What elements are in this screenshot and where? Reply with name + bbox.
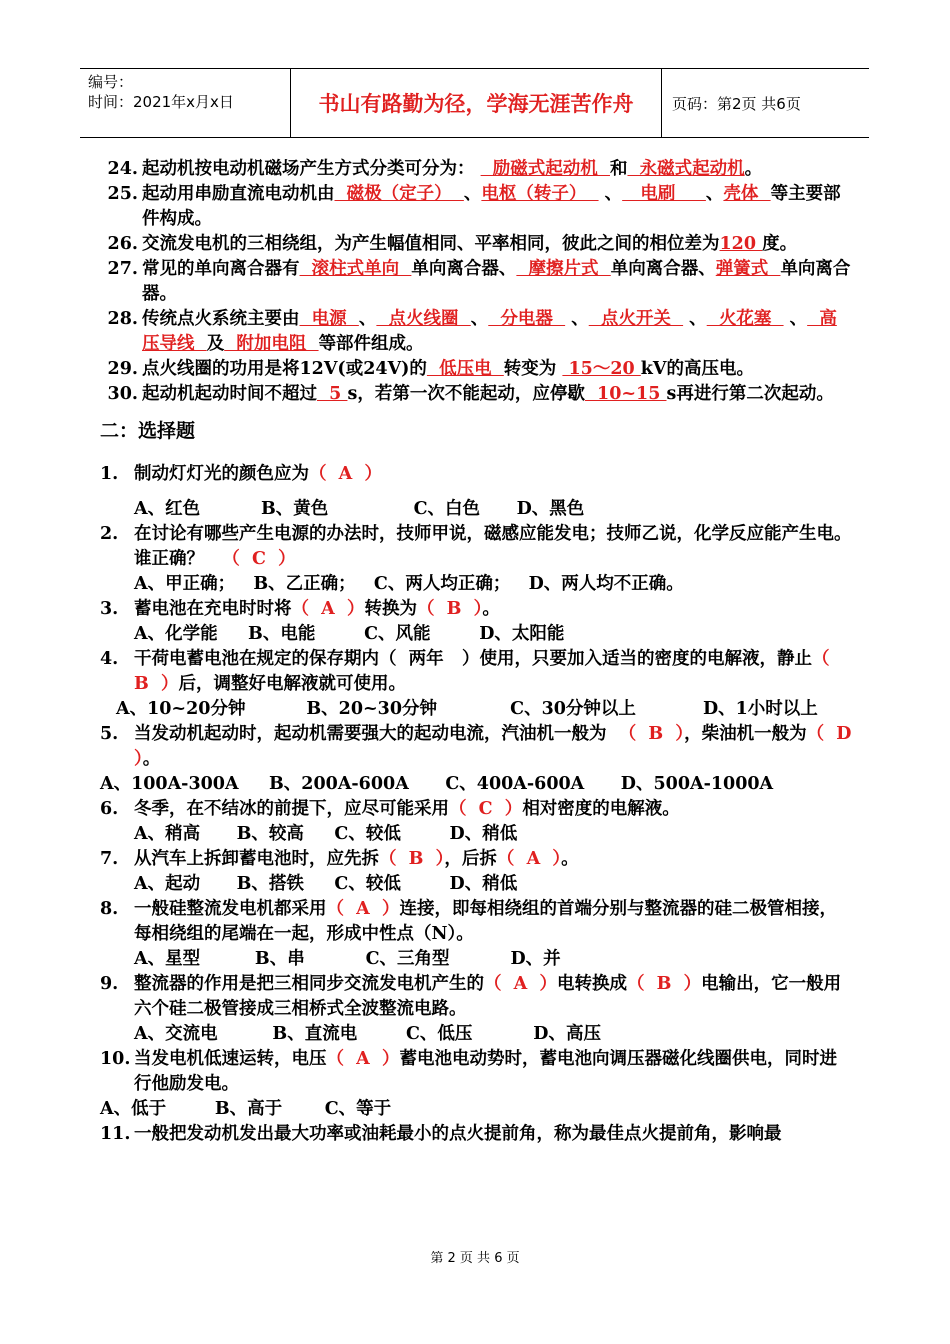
question-number: 7. <box>100 849 119 869</box>
question-item <box>100 157 852 182</box>
text-run: 后，调整好电解液就可使用。 <box>178 674 406 694</box>
text-run: 单向离合器、 <box>610 259 716 279</box>
question-text <box>134 597 852 622</box>
options-line: A、星型 B、串 C、三角型 D、并 <box>134 949 561 969</box>
header-info <box>80 69 291 137</box>
options-line: A、低于 B、高于 C、等于 <box>100 1099 392 1119</box>
question-item <box>100 382 852 407</box>
text-run: 。 <box>142 749 161 769</box>
answer-mark: （ B ） <box>618 724 685 744</box>
choice-question <box>100 462 852 487</box>
text-run: 起动机起动时间不超过 <box>142 384 317 404</box>
answer-mark: （ C ） <box>222 549 296 569</box>
answer-blank: 火花塞 <box>706 309 784 329</box>
question-text <box>142 307 852 357</box>
question-item <box>100 257 852 307</box>
question-number: 11. <box>100 1124 131 1144</box>
fill-in-questions <box>100 157 852 407</box>
answer-mark: （ A ） <box>309 464 382 484</box>
text-run: 转变为 <box>503 359 563 379</box>
text-run: 、 <box>470 309 489 329</box>
answer-blank: 10~15 <box>584 384 667 404</box>
text-run: 当发电机低速运转，电压 <box>134 1049 327 1069</box>
text-run: 一般把发动机发出最大功率或油耗最小的点火提前角，称为最佳点火提前角，影响最 <box>134 1124 782 1144</box>
question-text <box>134 647 852 697</box>
choice-questions <box>100 462 864 1147</box>
question-text <box>134 897 852 947</box>
text-run: 转换为 <box>364 599 417 619</box>
answer-mark: （ A ） <box>326 899 400 919</box>
answer-blank: 电刷 <box>622 184 706 204</box>
answer-blank: 滚柱式单向 <box>299 259 412 279</box>
answer-mark: （ A ） <box>291 599 365 619</box>
text-run: 干荷电蓄电池在规定的保存期内（ 两年 ）使用，只要加入适当的密度的电解液，静止 <box>134 649 812 669</box>
question-number: 1. <box>100 464 119 484</box>
text-run: 及 <box>206 334 225 354</box>
text-run: 当发动机起动时，起动机需要强大的起动电流，汽油机一般为 <box>134 724 619 744</box>
options-line: A、红色 B、黄色 C、白色 D、黑色 <box>134 499 585 519</box>
answer-mark: （ B ） <box>379 849 445 869</box>
page-footer: 第 2 页 共 6 页 <box>430 1251 520 1266</box>
text-run: 、 <box>598 184 623 204</box>
choice-question <box>100 797 852 822</box>
choice-question <box>100 597 852 622</box>
text-run: 等主要部件构成。 <box>142 184 841 229</box>
options-line: A、稍高 B、较高 C、较低 D、稍低 <box>134 824 518 844</box>
answer-mark: （ A ） <box>326 1049 400 1069</box>
choice-question <box>100 722 864 772</box>
answer-mark: （ A ） <box>484 974 557 994</box>
text-run: 相对密度的电解液。 <box>522 799 680 819</box>
text-run: s，若第一次不能起动，应停歇 <box>347 384 585 404</box>
text-run: 制动灯灯光的颜色应为 <box>134 464 309 484</box>
answer-blank: 励磁式起动机 <box>480 159 610 179</box>
text-run: 。 <box>561 849 579 869</box>
answer-mark: （ D ） <box>134 724 864 769</box>
text-run: kV的高压电。 <box>640 359 754 379</box>
question-text <box>134 722 864 772</box>
question-item <box>100 307 852 357</box>
question-text <box>142 182 852 232</box>
question-text <box>134 522 852 572</box>
answer-blank: 永磁式起动机 <box>627 159 745 179</box>
answer-blank: 高压导线 <box>142 309 837 354</box>
question-text <box>134 972 852 1022</box>
section-title: 二：选择题 <box>100 420 196 442</box>
question-item <box>100 182 852 232</box>
question-text <box>142 357 852 382</box>
page-header <box>80 68 869 138</box>
question-text <box>142 382 852 407</box>
question-text <box>134 797 852 822</box>
motto: 书山有路勤为径，学海无涯苦作舟 <box>291 69 662 137</box>
question-number: 29. <box>107 359 138 379</box>
text-run: 电转换成 <box>556 974 627 994</box>
answer-blank: 摩擦片式 <box>516 259 611 279</box>
text-run: 起动用串励直流电动机由 <box>142 184 335 204</box>
text-run: 。 <box>482 599 500 619</box>
question-number: 27. <box>107 259 138 279</box>
answer-mark: （ C ） <box>449 799 523 819</box>
text-run: 、 <box>463 184 482 204</box>
options-line: A、起动 B、搭铁 C、较低 D、稍低 <box>134 874 518 894</box>
text-run: 、 <box>358 309 377 329</box>
answer-blank: 壳体 <box>723 184 771 204</box>
text-run: 蓄电池电动势时，蓄电池向调压器磁化线圈供电，同时进行他励发电。 <box>134 1049 837 1094</box>
options-line: A、10~20分钟 B、20~30分钟 C、30分钟以上 D、1小时以上 <box>116 699 818 719</box>
question-number: 9. <box>100 974 119 994</box>
question-text <box>142 257 852 307</box>
text-run: 、 <box>705 184 724 204</box>
choice-question <box>100 1122 852 1147</box>
text-run: 从汽车上拆卸蓄电池时，应先拆 <box>134 849 379 869</box>
options-line: A、甲正确； B、乙正确； C、两人均正确； D、两人均不正确。 <box>134 574 684 594</box>
answer-blank: 电源 <box>299 309 359 329</box>
text-run: 一般硅整流发电机都采用 <box>134 899 327 919</box>
answer-mark: （ B ） <box>416 599 483 619</box>
text-run: 常见的单向离合器有 <box>142 259 300 279</box>
answer-mark: （ B ） <box>134 649 842 694</box>
answer-blank: 分电器 <box>488 309 566 329</box>
question-item <box>100 357 852 382</box>
answer-blank: 点火线圈 <box>376 309 471 329</box>
text-run: 、 <box>683 309 707 329</box>
answer-blank: 点火开关 <box>588 309 684 329</box>
time-label: 时间：2021年x月x日 <box>88 93 234 111</box>
choice-question <box>100 522 852 572</box>
question-number: 30. <box>107 384 138 404</box>
text-run: 电输出，它一般用六个硅二极管接成三相桥式全波整流电路。 <box>134 974 842 1019</box>
question-number: 28. <box>107 309 138 329</box>
text-run: 起动机按电动机磁场产生方式分类可分为： <box>142 159 481 179</box>
text-run: 和 <box>609 159 628 179</box>
options-line: A、交流电 B、直流电 C、低压 D、高压 <box>134 1024 601 1044</box>
question-text <box>134 1122 852 1147</box>
text-run: 冬季，在不结冰的前提下，应尽可能采用 <box>134 799 449 819</box>
text-run: 蓄电池在充电时时将 <box>134 599 292 619</box>
question-text <box>142 157 852 182</box>
question-number: 8. <box>100 899 119 919</box>
choice-question <box>100 847 852 872</box>
text-run: 交流发电机的三相绕组，为产生幅值相同、平率相同，彼此之间的相位差为 <box>142 234 720 254</box>
text-run: 单向离合器。 <box>142 259 851 304</box>
text-run: 。 <box>744 159 763 179</box>
question-item <box>100 232 852 257</box>
choice-question <box>100 647 852 697</box>
text-run: ，柴油机一般为 <box>684 724 807 744</box>
question-text <box>134 462 852 487</box>
text-run: 传统点火系统主要由 <box>142 309 300 329</box>
question-number: 6. <box>100 799 119 819</box>
question-number: 2. <box>100 524 119 544</box>
text-run: 整流器的作用是把三相同步交流发电机产生的 <box>134 974 484 994</box>
code-label: 编号： <box>88 73 134 91</box>
answer-mark: （ A ） <box>496 849 562 869</box>
question-number: 26. <box>107 234 138 254</box>
choice-question <box>100 1047 852 1097</box>
question-number: 5. <box>100 724 119 744</box>
text-run: 点火线圈的功用是将12V(或24V)的 <box>142 359 427 379</box>
question-number: 10. <box>100 1049 131 1069</box>
question-number: 3. <box>100 599 119 619</box>
options-line: A、100A-300A B、200A-600A C、400A-600A D、500A-1000A <box>100 774 774 794</box>
answer-blank: 磁极（定子） <box>334 184 464 204</box>
question-number: 24. <box>107 159 138 179</box>
text-run: 连接，即每相绕组的首端分别与整流器的硅二极管相接，每相绕组的尾端在一起，形成中性点（N）。 <box>134 899 837 944</box>
question-number: 25. <box>107 184 138 204</box>
answer-blank: 电枢（转子） <box>481 184 599 204</box>
document-body <box>100 157 864 1147</box>
answer-mark: （ B ） <box>626 974 702 994</box>
answer-blank: 15～20 <box>562 359 641 379</box>
text-run: ，后拆 <box>444 849 497 869</box>
answer-blank: 低压电 <box>426 359 504 379</box>
text-run: 在讨论有哪些产生电源的办法时，技师甲说，磁感应能发电；技师乙说，化学反应能产生电。谁正确？ <box>134 524 852 569</box>
options-line: A、化学能 B、电能 C、风能 D、太阳能 <box>134 624 565 644</box>
answer-blank: 5 <box>317 384 348 404</box>
page-label: 页码：第2页 共6页 <box>672 94 801 113</box>
question-text <box>134 1047 852 1097</box>
text-run: 度。 <box>762 234 798 254</box>
text-run: 、 <box>565 309 589 329</box>
question-text <box>142 232 852 257</box>
answer-blank: 附加电阻 <box>224 334 319 354</box>
text-run: 等部件组成。 <box>318 334 424 354</box>
answer-blank: 弹簧式 <box>715 259 781 279</box>
text-run: 、 <box>783 309 808 329</box>
question-text <box>134 847 852 872</box>
text-run: s再进行第二次起动。 <box>666 384 834 404</box>
question-number: 4. <box>100 649 119 669</box>
choice-question <box>100 897 852 947</box>
text-run: 单向离合器、 <box>411 259 517 279</box>
choice-question <box>100 972 852 1022</box>
answer-blank: 120 <box>719 234 763 254</box>
